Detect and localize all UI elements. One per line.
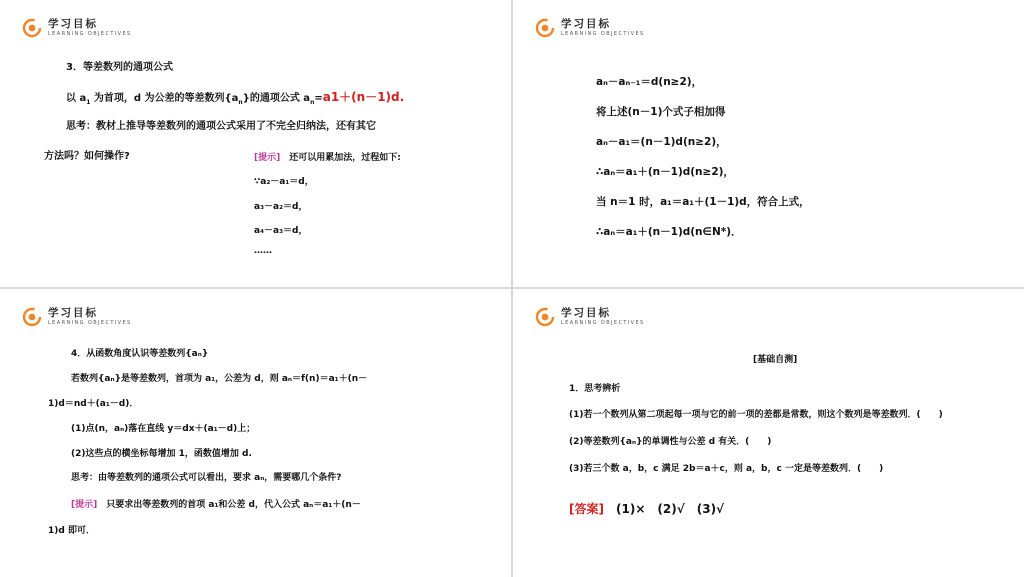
answer-line: [答案] (1)× (2)√ (3)√ bbox=[569, 502, 725, 516]
derivation-line-2: 将上述(n－1)个式子相加得 bbox=[596, 106, 726, 118]
slide-2 bbox=[513, 0, 1024, 287]
point-1: (1)点(n，aₙ)落在直线 y＝dx＋(a₁－d)上； bbox=[71, 424, 256, 434]
hint-line: [提示] 还可以用累加法，过程如下: bbox=[254, 153, 401, 163]
logo-icon bbox=[535, 18, 555, 38]
question-3: (3)若三个数 a，b，c 满足 2b＝a＋c，则 a，b，c 一定是等差数列．( ) bbox=[569, 464, 884, 474]
eq-2: a₃－a₂＝d， bbox=[254, 202, 308, 212]
slide-1 bbox=[0, 0, 511, 287]
point-2: (2)这些点的横坐标每增加 1，函数值增加 d. bbox=[71, 449, 252, 459]
exercise-heading: 1．思考辨析 bbox=[569, 384, 621, 394]
section-heading: 3．等差数列的通项公式 bbox=[66, 62, 173, 73]
hint-label: [提示] bbox=[254, 153, 281, 163]
think-text: 思考：由等差数列的通项公式可以看出，要求 aₙ，需要哪几个条件? bbox=[71, 473, 342, 483]
question-1: (1)若一个数列从第二项起每一项与它的前一项的差都是常数，则这个数列是等差数列．( ) bbox=[569, 410, 943, 420]
answer-label: [答案] bbox=[569, 502, 604, 516]
derivation-line-6: ∴aₙ＝a₁＋(n－1)d(n∈N*)． bbox=[596, 226, 742, 238]
header-title: 学习目标 bbox=[561, 18, 611, 30]
header-subtitle: LEARNING OBJECTIVES bbox=[561, 320, 645, 326]
logo-icon bbox=[535, 307, 555, 327]
think-text-2: 方法吗？如何操作? bbox=[44, 151, 130, 162]
header-subtitle: LEARNING OBJECTIVES bbox=[48, 31, 132, 37]
section-title: [基础自测] bbox=[753, 355, 798, 365]
header-subtitle: LEARNING OBJECTIVES bbox=[48, 320, 132, 326]
header-title: 学习目标 bbox=[48, 307, 98, 319]
header-title: 学习目标 bbox=[561, 307, 611, 319]
paragraph-1: 若数列{aₙ}是等差数列，首项为 a₁，公差为 d，则 aₙ＝f(n)＝a₁＋(n－ bbox=[71, 374, 368, 384]
header-title: 学习目标 bbox=[48, 18, 98, 30]
question-2: (2)等差数列{aₙ}的单调性与公差 d 有关．( ) bbox=[569, 437, 772, 447]
hint-line-cont: 1)d 即可． bbox=[48, 526, 95, 536]
derivation-line-1: aₙ－aₙ₋₁＝d(n≥2)， bbox=[596, 76, 703, 88]
eq-1: ∵a₂－a₁＝d， bbox=[254, 177, 314, 187]
logo-icon bbox=[22, 307, 42, 327]
paragraph-1-cont: 1)d＝nd＋(a₁－d)． bbox=[48, 399, 139, 409]
ellipsis: …… bbox=[254, 246, 272, 256]
hint-label: [提示] bbox=[71, 500, 98, 510]
formula-line: 以 $a_1$ 为首项，d 为公差的等差数列$\{a_n\}$的通项公式 $a_n=a1+(n-1)d$. bbox=[66, 90, 405, 106]
logo-icon bbox=[22, 18, 42, 38]
derivation-line-4: ∴aₙ＝a₁＋(n－1)d(n≥2)， bbox=[596, 166, 734, 178]
slide-4 bbox=[513, 289, 1024, 577]
eq-3: a₄－a₃＝d， bbox=[254, 226, 308, 236]
derivation-line-3: aₙ－a₁＝(n－1)d(n≥2)， bbox=[596, 136, 727, 148]
slide-3 bbox=[0, 289, 511, 577]
think-text-1: 思考：教材上推导等差数列的通项公式采用了不完全归纳法，还有其它 bbox=[66, 121, 376, 132]
section-heading: 4．从函数角度认识等差数列{aₙ} bbox=[71, 349, 209, 359]
header-subtitle: LEARNING OBJECTIVES bbox=[561, 31, 645, 37]
formula-answer: a1＋(n－1)d. bbox=[322, 90, 405, 104]
derivation-line-5: 当 n＝1 时，a₁＝a₁＋(1－1)d，符合上式， bbox=[596, 196, 810, 208]
hint-line: [提示] 只要求出等差数列的首项 a₁和公差 d，代入公式 aₙ＝a₁＋(n－ bbox=[71, 500, 361, 510]
